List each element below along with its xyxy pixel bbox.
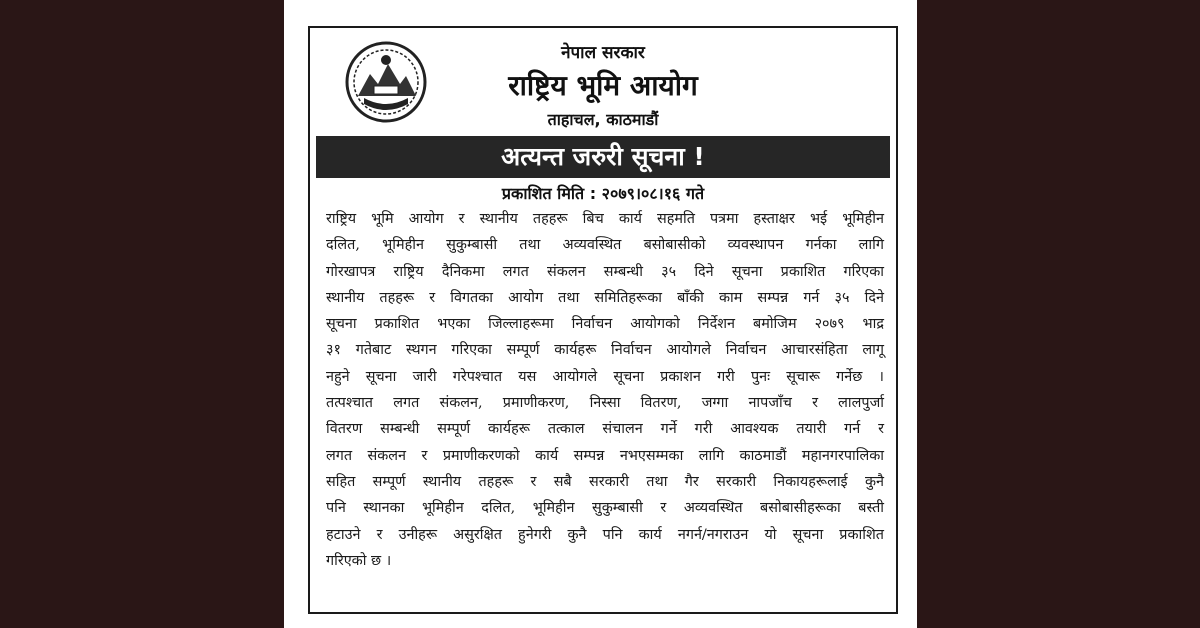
body-line: स्थानीय तहहरू र विगतका आयोग तथा समितिहरूका बाँकी काम सम्पन्न गर्न ३५ दिने [326,289,884,306]
body-line: हटाउने र उनीहरू असुरक्षित हुनेगरी कुनै पनि कार्य नगर्न/नगराउन यो सूचना प्रकाशित [326,526,884,543]
body-line: सूचना प्रकाशित भएका जिल्लाहरूमा निर्वाचन आयोगको निर्देशन बमोजिम २०७९ भाद्र [326,316,884,333]
body-line: तत्पश्चात लगत संकलन, प्रमाणीकरण, निस्सा वितरण, जग्गा नापजाँच र लालपुर्जा [326,395,884,412]
headline-banner: अत्यन्त जरुरी सूचना ! [316,136,890,178]
body-line: नहुने सूचना जारी गरेपश्चात यस आयोगले सूचना प्रकाशन गरी पुनः सूचारू गर्नेछ । [326,368,884,385]
body-line: लगत संकलन र प्रमाणीकरणको कार्य सम्पन्न नभएसम्मका लागि काठमाडौं महानगरपालिका [326,447,884,464]
body-line: सहित सम्पूर्ण स्थानीय तहहरू र सबै सरकारी तथा गैर सरकारी निकायहरूलाई कुनै [326,473,884,490]
notice-header [310,28,896,134]
body-line: दलित, भूमिहीन सुकुम्बासी तथा अव्यवस्थित बसोबासीको व्यवस्थापन गर्नका लागि [326,237,884,254]
body-line: गरिएको छ । [326,552,392,569]
published-date: प्रकाशित मिति : २०७९।०८।१६ गते [501,184,705,203]
government-name: नेपाल सरकार [561,43,645,63]
body-line: राष्ट्रिय भूमि आयोग र स्थानीय तहहरू बिच कार्य सहमति पत्रमा हस्ताक्षर भई भूमिहीन [326,211,884,227]
notice-sheet [284,0,917,628]
office-name: राष्ट्रिय भूमि आयोग [508,69,698,102]
office-location: ताहाचल, काठमाडौं [547,110,659,129]
body-line: पनि स्थानका भूमिहीन दलित, भूमिहीन सुकुम्बासी र अव्यवस्थित बसोबासीहरूका बस्ती [326,500,884,517]
body-line: ३१ गतेबाट स्थगन गरिएका सम्पूर्ण कार्यहरू निर्वाचन आयोगले निर्वाचन आचारसंहिता लागू [326,342,884,359]
notice-body [326,206,884,574]
body-line: गोरखापत्र राष्ट्रिय दैनिकमा लगत संकलन सम्बन्धी ३५ दिने सूचना प्रकाशित गरिएका [326,263,884,280]
body-line: वितरण सम्बन्धी सम्पूर्ण कार्यहरू तत्काल संचालन गर्ने गरी आवश्यक तयारी गर्न र [326,421,884,438]
notice-frame [308,26,898,614]
